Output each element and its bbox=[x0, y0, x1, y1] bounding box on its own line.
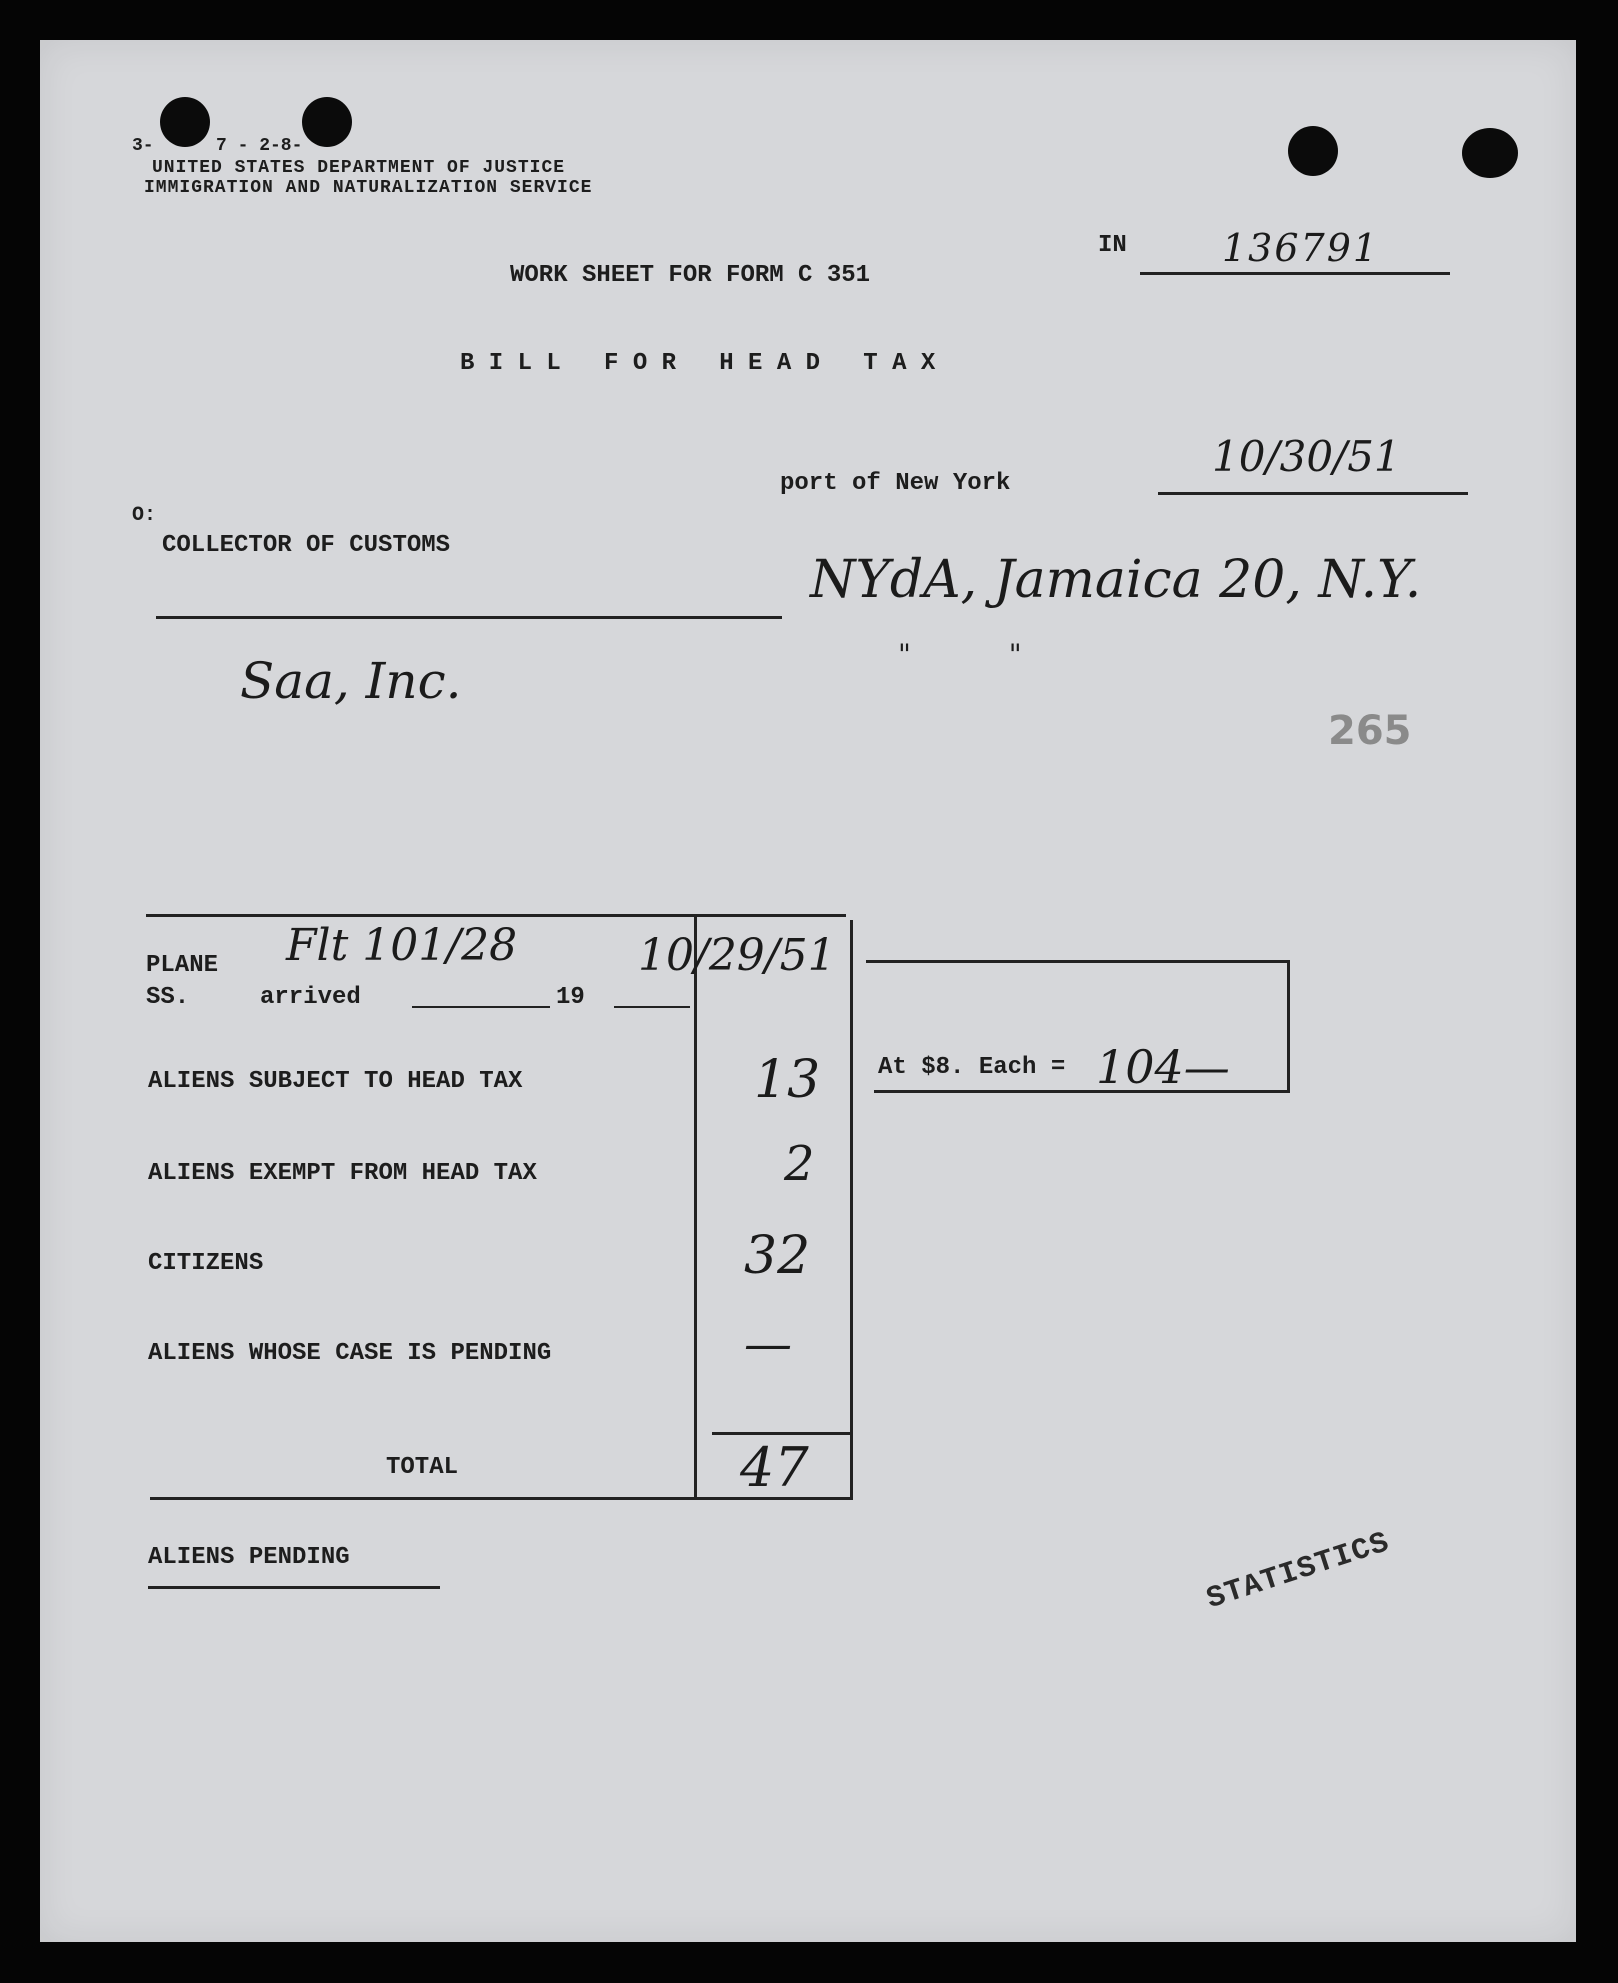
row-label-pending: ALIENS WHOSE CASE IS PENDING bbox=[148, 1340, 552, 1367]
tax-box-top bbox=[866, 960, 1290, 963]
work-sheet-title: WORK SHEET FOR FORM C 351 bbox=[510, 262, 871, 289]
arrival-date-handwritten: 10/29/51 bbox=[638, 930, 836, 981]
row-label-subject: ALIENS SUBJECT TO HEAD TAX bbox=[148, 1068, 523, 1095]
location-handwritten: NYdA, Jamaica 20, N.Y. bbox=[810, 550, 1422, 610]
date-underline bbox=[1158, 492, 1468, 495]
ditto-marks: " " bbox=[898, 638, 1022, 671]
agency-line-2: IMMIGRATION AND NATURALIZATION SERVICE bbox=[144, 178, 593, 198]
punch-hole-icon bbox=[302, 97, 352, 147]
table-divider-left bbox=[694, 914, 697, 1500]
row-label-citizens: CITIZENS bbox=[148, 1250, 264, 1277]
year-underline bbox=[614, 1006, 690, 1008]
stamp-number: 265 bbox=[1328, 708, 1412, 754]
arrived-label: arrived bbox=[260, 984, 361, 1011]
punch-hole-icon bbox=[160, 97, 210, 147]
aliens-pending-underline bbox=[148, 1586, 440, 1589]
year-prefix: 19 bbox=[556, 984, 585, 1011]
form-code-date: 7 - 2-8- bbox=[216, 136, 303, 156]
agency-line-1: UNITED STATES DEPARTMENT OF JUSTICE bbox=[152, 158, 566, 178]
aliens-pending-label: ALIENS PENDING bbox=[148, 1544, 350, 1571]
collector-underline bbox=[156, 616, 782, 619]
row-value-exempt: 2 bbox=[784, 1136, 815, 1192]
arrived-underline bbox=[412, 1006, 550, 1008]
port-label: port of New York bbox=[780, 470, 1011, 497]
document-page bbox=[40, 40, 1576, 1942]
bill-title: B I L L F O R H E A D T A X bbox=[460, 350, 936, 377]
table-divider-right bbox=[850, 920, 853, 1500]
in-number: 136791 bbox=[1222, 226, 1380, 270]
tax-box-right bbox=[1287, 960, 1290, 1092]
row-value-pending: — bbox=[744, 1316, 792, 1372]
total-value: 47 bbox=[740, 1436, 809, 1499]
punch-hole-icon bbox=[1288, 126, 1338, 176]
total-label: TOTAL bbox=[386, 1454, 459, 1481]
row-label-exempt: ALIENS EXEMPT FROM HEAD TAX bbox=[148, 1160, 537, 1187]
table-top-rule bbox=[146, 914, 846, 917]
in-label: IN bbox=[1098, 232, 1127, 259]
ss-label: SS. bbox=[146, 984, 190, 1011]
company-handwritten: Saa, Inc. bbox=[240, 652, 462, 710]
plane-label: PLANE bbox=[146, 952, 219, 979]
row-value-subject: 13 bbox=[754, 1050, 821, 1110]
statistics-stamp: STATISTICS bbox=[1202, 1526, 1394, 1618]
tax-rate-label: At $8. Each = bbox=[878, 1054, 1066, 1081]
form-code: 3- bbox=[132, 136, 154, 156]
total-rule bbox=[712, 1432, 850, 1435]
row-value-citizens: 32 bbox=[744, 1226, 811, 1286]
tax-amount: 104— bbox=[1096, 1040, 1230, 1094]
to-label: O: bbox=[132, 504, 157, 527]
port-date: 10/30/51 bbox=[1212, 432, 1401, 481]
in-number-underline bbox=[1140, 272, 1450, 275]
flight-handwritten: Flt 101/28 bbox=[286, 920, 518, 971]
collector-label: COLLECTOR OF CUSTOMS bbox=[162, 532, 451, 559]
punch-hole-icon bbox=[1462, 128, 1518, 178]
